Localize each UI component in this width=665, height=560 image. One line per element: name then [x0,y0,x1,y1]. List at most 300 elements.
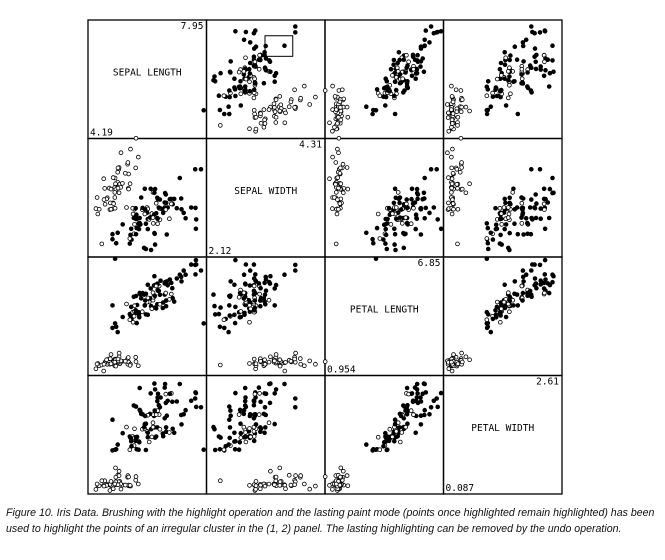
point [520,67,524,71]
highlighted-point [399,81,403,85]
highlighted-point [411,53,415,57]
highlighted-point [163,191,167,195]
highlighted-point [384,227,388,231]
point [259,359,263,363]
point [451,112,455,116]
highlighted-point [132,295,136,299]
highlighted-point [229,60,233,64]
highlighted-point [486,108,490,112]
point [394,75,398,79]
highlighted-point [293,25,297,29]
highlighted-point [513,222,517,226]
highlighted-point [179,197,183,201]
point [394,206,398,210]
highlighted-point [234,29,238,33]
highlighted-point [237,448,241,452]
point [302,84,306,88]
brush-rectangle [265,36,293,57]
highlighted-point [491,95,495,99]
highlighted-point [394,248,398,252]
highlighted-point [258,299,262,303]
highlighted-point [439,227,443,231]
highlighted-point [233,440,237,444]
point [273,106,277,110]
highlighted-point [436,405,440,409]
highlighted-point [242,408,246,412]
highlighted-point [189,206,193,210]
highlighted-point [399,414,403,418]
highlighted-point [543,258,547,262]
highlighted-point [194,218,198,222]
variable-label: PETAL WIDTH [471,422,535,434]
range-max-label: 2.61 [536,376,559,388]
highlighted-point [525,221,529,225]
point [123,483,127,487]
point [262,108,266,112]
point [269,355,273,359]
point [460,187,464,191]
point [109,480,113,484]
point [543,60,547,64]
highlighted-point [410,392,414,396]
point [140,310,144,314]
highlighted-point [184,408,188,412]
point [95,196,99,200]
range-min-label: 2.12 [208,246,232,257]
highlighted-point [533,47,537,51]
highlighted-point [503,227,507,231]
highlighted-point [485,222,489,226]
highlighted-point [248,284,252,288]
highlighted-point [486,79,490,83]
highlighted-point [421,392,425,396]
highlighted-point [228,436,232,440]
point [133,223,137,227]
point [103,202,107,206]
highlighted-point [135,213,139,217]
point [333,95,337,99]
highlighted-point [264,68,268,72]
highlighted-point [229,280,233,284]
point [456,207,460,211]
highlighted-point [539,68,543,72]
highlighted-point [489,330,493,334]
point [128,484,132,488]
point [222,94,226,98]
highlighted-point [522,233,526,237]
highlighted-point [244,263,248,267]
highlighted-point [509,54,513,58]
highlighted-point [508,231,512,235]
highlighted-point [544,278,548,282]
point [267,108,271,112]
point [129,147,133,151]
highlighted-point [393,243,397,247]
point [447,111,451,115]
highlighted-point [184,216,188,220]
highlighted-point [414,77,418,81]
point [308,487,312,491]
highlighted-point [141,291,145,295]
highlighted-point [393,232,397,236]
highlighted-point [530,30,534,34]
highlighted-point [253,299,257,303]
highlighted-point [257,282,261,286]
highlighted-point [283,44,287,48]
highlighted-point [227,418,231,422]
highlighted-point [364,231,368,235]
range-min-label: 4.19 [90,127,113,139]
point [133,427,137,431]
point [500,223,504,227]
point [333,125,337,129]
point [156,222,160,226]
point [340,88,344,92]
point [323,360,327,364]
point [452,207,456,211]
highlighted-point [491,238,495,242]
highlighted-point [534,60,538,64]
point [337,136,341,140]
highlighted-point [175,400,179,404]
point [508,310,512,314]
point [262,125,266,129]
point [502,300,506,304]
point [252,284,256,288]
point [121,182,125,186]
highlighted-point [178,382,182,386]
highlighted-point [139,196,143,200]
highlighted-point [257,386,261,390]
highlighted-point [402,246,406,250]
point [460,105,464,109]
highlighted-point [263,293,267,297]
highlighted-point [516,112,520,116]
point [334,108,338,112]
point [468,182,472,186]
highlighted-point [264,392,268,396]
point [134,478,138,482]
point [451,171,455,175]
highlighted-point [530,295,534,299]
highlighted-point [222,326,226,330]
point [447,201,451,205]
highlighted-point [158,293,162,297]
point [237,70,241,74]
highlighted-point [405,206,409,210]
highlighted-point [423,216,427,220]
point [376,212,380,216]
highlighted-point [254,423,258,427]
point [450,360,454,364]
variable-label: SEPAL WIDTH [234,185,298,197]
point [125,302,129,306]
highlighted-point [548,187,552,191]
point [278,358,282,362]
highlighted-point [503,283,507,287]
highlighted-point [526,232,530,236]
point [252,357,256,361]
point [134,136,138,140]
point [249,435,253,439]
highlighted-point [233,313,237,317]
point [258,392,262,396]
highlighted-point [134,206,138,210]
highlighted-point [494,313,498,317]
highlighted-point [371,447,375,451]
range-max-label: 7.95 [180,21,204,32]
point [100,479,104,483]
highlighted-point [498,217,502,221]
point [123,359,127,363]
highlighted-point [539,207,543,211]
highlighted-point [486,241,490,245]
point [450,108,454,112]
point [409,409,413,413]
highlighted-point [153,388,157,392]
highlighted-point [521,299,525,303]
highlighted-point [293,31,297,35]
point [345,105,349,109]
highlighted-point [172,431,176,435]
highlighted-point [228,95,232,99]
highlighted-point [111,304,115,308]
highlighted-point [132,404,136,408]
highlighted-point [248,89,252,93]
highlighted-point [387,206,391,210]
point [337,115,341,119]
highlighted-point [530,91,534,95]
point [125,425,129,429]
highlighted-point [229,414,233,418]
point [334,183,338,187]
highlighted-point [194,258,198,262]
point [272,102,276,106]
point [147,440,151,444]
point [378,94,382,98]
point [293,88,297,92]
highlighted-point [252,399,256,403]
highlighted-point [163,382,167,386]
highlighted-point [494,308,498,312]
highlighted-point [486,247,490,251]
highlighted-point [243,311,247,315]
highlighted-point [142,425,146,429]
highlighted-point [402,58,406,62]
point [394,430,398,434]
point [164,291,168,295]
highlighted-point [422,70,426,74]
point [323,89,327,93]
point [267,482,271,486]
highlighted-point [398,201,402,205]
point [287,473,291,477]
point [136,364,140,368]
highlighted-point [180,280,184,284]
point [336,147,340,151]
highlighted-point [547,291,551,295]
highlighted-point [495,94,499,98]
highlighted-point [137,227,141,231]
highlighted-point [264,278,268,282]
highlighted-point [423,176,427,180]
highlighted-point [393,112,397,116]
highlighted-point [199,167,203,171]
point [323,475,327,479]
point [346,187,350,191]
highlighted-point [499,233,503,237]
highlighted-point [543,227,547,231]
highlighted-point [157,206,161,210]
highlighted-point [129,314,133,318]
point [128,448,132,452]
highlighted-point [392,439,396,443]
highlighted-point [485,257,489,261]
highlighted-point [512,304,516,308]
highlighted-point [219,436,223,440]
highlighted-point [548,71,552,75]
point [450,191,454,195]
highlighted-point [551,273,555,277]
highlighted-point [398,196,402,200]
highlighted-point [498,311,502,315]
point [117,351,121,355]
point [447,129,451,133]
point [508,83,512,87]
highlighted-point [164,401,168,405]
highlighted-point [153,294,157,298]
highlighted-point [138,221,142,225]
highlighted-point [371,241,375,245]
highlighted-point [156,392,160,396]
highlighted-point [547,216,551,220]
point [103,187,107,191]
point [143,212,147,216]
point [346,484,350,488]
highlighted-point [242,273,246,277]
highlighted-point [384,95,388,99]
point [450,155,454,159]
point [446,103,450,107]
highlighted-point [153,382,157,386]
point [450,369,454,373]
highlighted-point [423,408,427,412]
highlighted-point [213,313,217,317]
highlighted-point [429,405,433,409]
highlighted-point [389,67,393,71]
point [499,212,503,216]
highlighted-point [233,77,237,81]
highlighted-point [539,283,543,287]
point [338,100,342,104]
highlighted-point [248,412,252,416]
highlighted-point [138,386,142,390]
point [499,307,503,311]
point [239,310,243,314]
highlighted-point [227,89,231,93]
point [334,242,338,246]
point [507,212,511,216]
point [543,291,547,295]
highlighted-point [212,425,216,429]
point [450,186,454,190]
highlighted-point [392,58,396,62]
highlighted-point [534,282,538,286]
highlighted-point [252,439,256,443]
point [113,191,117,195]
point [542,202,546,206]
point [248,127,252,131]
highlighted-point [233,283,237,287]
point [94,488,98,492]
highlighted-point [542,74,546,78]
point [244,440,248,444]
point [506,70,510,74]
highlighted-point [193,397,197,401]
point [450,125,454,129]
highlighted-point [252,88,256,92]
highlighted-point [243,91,247,95]
highlighted-point [234,305,238,309]
highlighted-point [516,232,520,236]
highlighted-point [116,231,120,235]
highlighted-point [243,386,247,390]
highlighted-point [538,167,542,171]
highlighted-point [503,197,507,201]
point [455,183,459,187]
point [259,121,263,125]
point [446,151,450,155]
point [134,166,138,170]
point [391,74,395,78]
highlighted-point [551,44,555,48]
highlighted-point [161,432,165,436]
highlighted-point [529,269,533,273]
highlighted-point [533,277,537,281]
point [314,95,318,99]
highlighted-point [267,280,271,284]
point [508,66,512,70]
point [273,483,277,487]
highlighted-point [524,273,528,277]
point [447,176,451,180]
highlighted-point [179,275,183,279]
highlighted-point [259,286,263,290]
point [263,358,267,362]
highlighted-point [264,289,268,293]
highlighted-point [273,392,277,396]
highlighted-point [293,405,297,409]
highlighted-point [422,191,426,195]
highlighted-point [111,237,115,241]
highlighted-point [146,435,150,439]
highlighted-point [263,431,267,435]
highlighted-point [419,423,423,427]
point [450,166,454,170]
point [158,427,162,431]
point [164,208,168,212]
highlighted-point [199,405,203,409]
point [128,237,132,241]
point [168,431,172,435]
highlighted-point [238,85,242,89]
highlighted-point [128,242,132,246]
point [299,362,303,366]
point [273,359,277,363]
point [248,320,252,324]
point [102,369,106,373]
point [269,469,273,473]
